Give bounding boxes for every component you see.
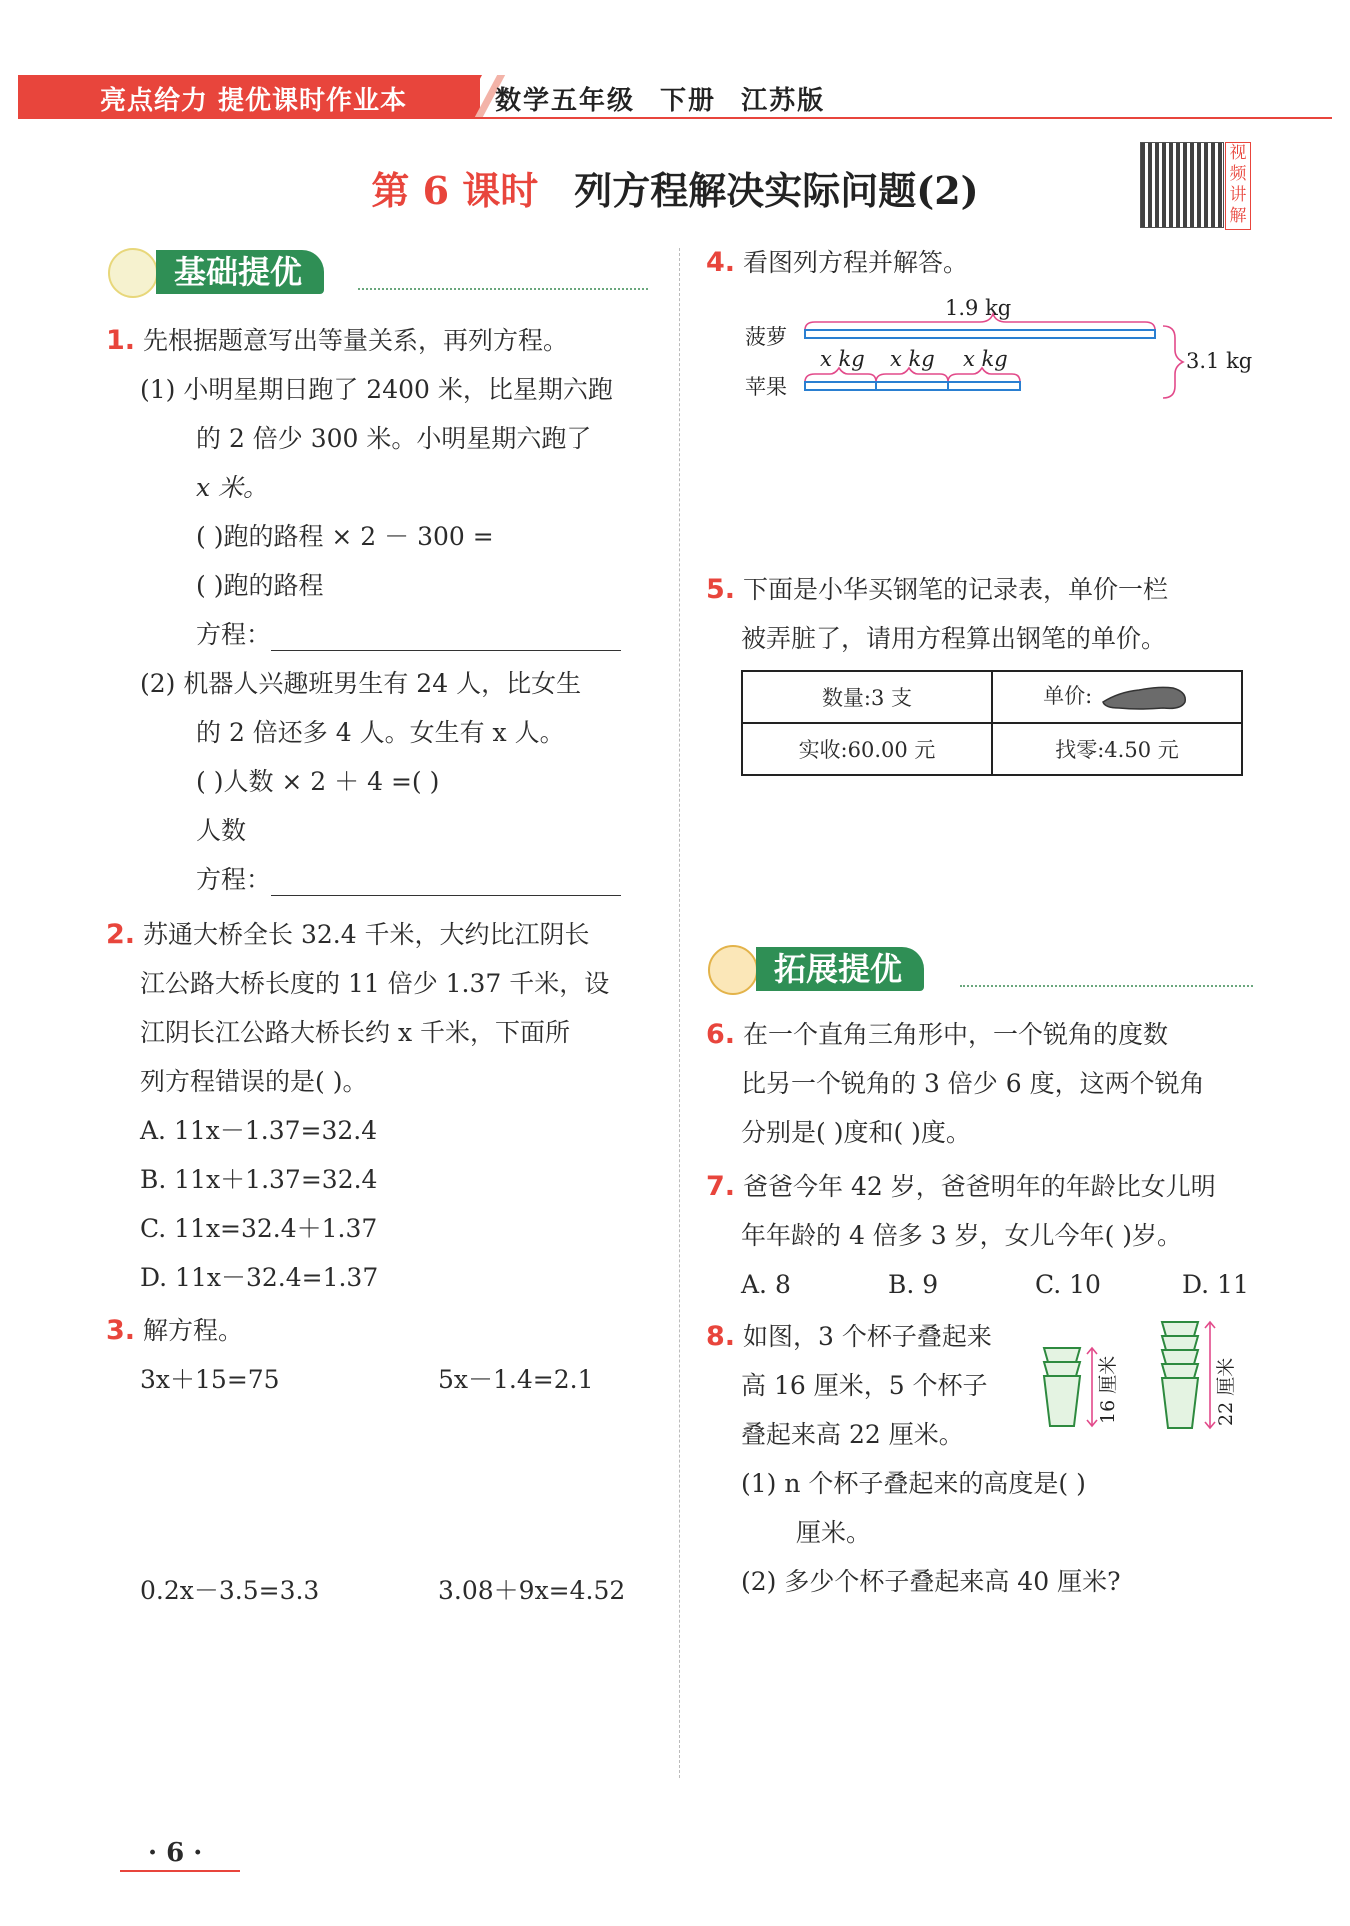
q7-number: 7. (706, 1171, 736, 1202)
label-x-1: x kg (820, 347, 865, 371)
cup-stack-3 (1044, 1348, 1080, 1426)
lesson-topic: 列方程解决实际问题(2) (574, 168, 979, 213)
q3-equation-3: 0.2x－3.5=3.3 (140, 1576, 320, 1605)
q1-text: 先根据题意写出等量关系，再列方程。 (143, 326, 569, 355)
q6-line2: 比另一个锐角的 3 倍少 6 度，这两个锐角 (741, 1069, 1205, 1098)
q3-stem (106, 1306, 243, 1355)
label-top: 1.9 kg (945, 296, 1012, 320)
fig2-height-label: 22 厘米 (1215, 1357, 1237, 1426)
q1-number: 1. (106, 325, 136, 356)
q1-p2-line1: (2) 机器人兴趣班男生有 24 人，比女生 (140, 669, 582, 698)
q2-option-a[interactable]: A. 11x－1.37=32.4 (140, 1116, 378, 1145)
unit-price-label: 单价: (1043, 684, 1093, 709)
q1-p1-line2: 的 2 倍少 300 米。小明星期六跑了 (196, 424, 592, 453)
cup-stack-5 (1162, 1322, 1198, 1428)
equation-label: 方程： (196, 865, 272, 894)
cup-stack-figure (1030, 1318, 1260, 1438)
q6-line1 (706, 1010, 1168, 1059)
gear-plant-icon (108, 248, 158, 298)
trophy-icon (708, 945, 758, 995)
equation-answer-line[interactable] (271, 867, 621, 896)
q7-line1 (706, 1162, 1216, 1211)
brace-total (1163, 326, 1183, 398)
label-x-3: x kg (963, 347, 1008, 371)
q2-text: 苏通大桥全长 32.4 千米，大约比江阴长 (143, 920, 590, 949)
label-total: 3.1 kg (1186, 349, 1253, 373)
fig1-height-label: 16 厘米 (1097, 1355, 1119, 1424)
qr-code-icon[interactable] (1140, 142, 1224, 228)
q8-p1-line2: 厘米。 (796, 1518, 872, 1547)
q7-option-d[interactable]: D. 11 (1182, 1270, 1249, 1299)
q2-option-b[interactable]: B. 11x＋1.37=32.4 (140, 1165, 378, 1194)
q8-line3: 叠起来高 22 厘米。 (741, 1420, 964, 1449)
q5-number: 5. (706, 574, 736, 605)
q1-p1-relation1: ( )跑的路程 × 2 － 300 = (196, 522, 494, 551)
q1-p2-equation (196, 855, 621, 904)
q4-text: 看图列方程并解答。 (743, 248, 969, 277)
q7-option-a[interactable]: A. 8 (741, 1270, 791, 1299)
q3-equation-1: 3x＋15=75 (140, 1365, 280, 1394)
q1-p1-line1: (1) 小明星期日跑了 2400 米，比星期六跑 (140, 375, 613, 404)
section-dotted-rule (960, 985, 1253, 987)
q6-text: 在一个直角三角形中，一个锐角的度数 (743, 1020, 1169, 1049)
q1-stem (106, 316, 568, 365)
ink-smudge-icon (1099, 682, 1191, 714)
q4-stem (706, 238, 968, 287)
q1-p1-equation (196, 610, 621, 659)
q6-line3: 分别是( )度和( )度。 (741, 1118, 971, 1147)
section-extend-label: 拓展提优 (756, 947, 924, 991)
q7-option-b[interactable]: B. 9 (888, 1270, 939, 1299)
section-basic (108, 248, 648, 294)
cell-quantity: 数量:3 支 (742, 671, 992, 723)
q7-option-c[interactable]: C. 10 (1035, 1270, 1101, 1299)
lesson-number: 第 6 课时 (371, 168, 539, 213)
q1-p2-line2: 的 2 倍还多 4 人。女生有 x 人。 (196, 718, 565, 747)
equation-answer-line[interactable] (271, 622, 621, 651)
q2-line2: 江公路大桥长度的 11 倍少 1.37 千米，设 (140, 969, 610, 998)
q5-text: 下面是小华买钢笔的记录表，单价一栏 (743, 575, 1169, 604)
q7-text: 爸爸今年 42 岁，爸爸明年的年龄比女儿明 (743, 1172, 1216, 1201)
page-number: · 6 · (148, 1838, 203, 1868)
q2-line3: 江阴长江公路大桥长约 x 千米，下面所 (140, 1018, 570, 1047)
q1-p1-line3: x 米。 (196, 473, 269, 502)
purchase-record-table (741, 670, 1243, 776)
q3-equation-2: 5x－1.4=2.1 (438, 1365, 594, 1394)
bar-pineapple (805, 330, 1155, 338)
bar-apple (805, 382, 1020, 390)
q5-line1 (706, 565, 1168, 614)
q2-option-d[interactable]: D. 11x－32.4=1.37 (140, 1263, 379, 1292)
q8-number: 8. (706, 1321, 736, 1352)
section-basic-label: 基础提优 (156, 250, 324, 294)
q2-option-c[interactable]: C. 11x=32.4＋1.37 (140, 1214, 378, 1243)
section-dotted-rule (358, 288, 648, 290)
label-apple: 苹果 (745, 375, 787, 399)
q3-text: 解方程。 (143, 1316, 244, 1345)
q8-line2: 高 16 厘米，5 个杯子 (741, 1371, 988, 1400)
q4-line-diagram (735, 290, 1255, 420)
q6-number: 6. (706, 1019, 736, 1050)
header-rule (18, 117, 1332, 119)
page-number-rule (120, 1870, 240, 1872)
q8-p2: (2) 多少个杯子叠起来高 40 厘米? (741, 1567, 1121, 1596)
brand-title: 亮点给力 提优课时作业本 (100, 86, 408, 116)
q3-number: 3. (106, 1315, 136, 1346)
q4-number: 4. (706, 247, 736, 278)
q2-number: 2. (106, 919, 136, 950)
book-info: 数学五年级 下册 江苏版 (495, 86, 826, 116)
q3-equation-4: 3.08＋9x=4.52 (438, 1576, 626, 1605)
cell-unit-price (992, 671, 1242, 723)
q8-p1-line1: (1) n 个杯子叠起来的高度是( ) (741, 1469, 1086, 1498)
q7-line2: 年年龄的 4 倍多 3 岁，女儿今年( )岁。 (741, 1221, 1183, 1250)
equation-label: 方程： (196, 620, 272, 649)
cell-paid: 实收:60.00 元 (742, 723, 992, 775)
video-lecture-tag[interactable]: 视频讲解 (1225, 142, 1251, 230)
q1-p2-relation2: 人数 (196, 816, 247, 845)
section-extend (708, 945, 1253, 991)
label-x-2: x kg (890, 347, 935, 371)
label-pineapple: 菠萝 (745, 325, 787, 349)
q1-p1-relation2: ( )跑的路程 (196, 571, 324, 600)
q2-line4: 列方程错误的是( )。 (140, 1067, 368, 1096)
q2-line1 (106, 910, 590, 959)
q8-line1 (706, 1312, 992, 1361)
q8-text: 如图，3 个杯子叠起来 (743, 1322, 992, 1351)
q5-line2: 被弄脏了，请用方程算出钢笔的单价。 (741, 624, 1167, 653)
q1-p2-relation1: ( )人数 × 2 ＋ 4 =( ) (196, 767, 440, 796)
cell-change: 找零:4.50 元 (992, 723, 1242, 775)
column-divider (679, 248, 680, 1778)
